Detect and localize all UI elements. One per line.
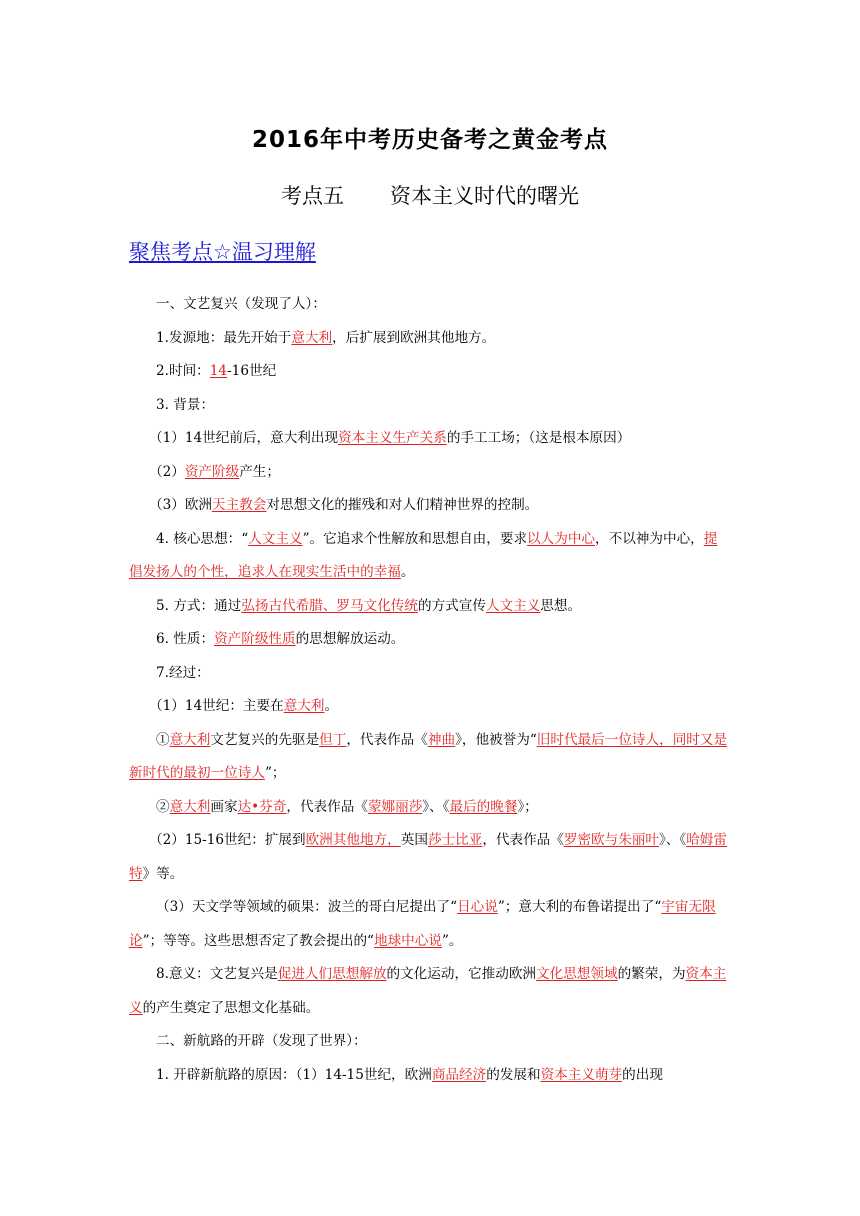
text-span: （1）14世纪：主要在 [149,698,284,714]
heading-new-routes [129,1025,729,1059]
text-span: ，代表作品《 [482,832,564,848]
paragraph-time [129,355,729,389]
topic-number: 考点五 [281,184,344,208]
text-span: 》； [517,798,538,815]
key-term: 弘扬古代希腊、罗马文化传统 [241,597,418,614]
paragraph-background-1 [129,422,729,456]
text-span: -16世纪 [227,363,277,379]
key-term: 哈姆雷特 [129,832,727,882]
key-term: 资本主义 [129,966,727,1016]
paragraph-astronomy [129,891,729,958]
key-term: 文化思想领域 [536,966,618,982]
text-span: 的方式宣传 [417,597,486,614]
key-term: 人文主义 [485,597,541,614]
text-span: （3）天文学等领域的硕果：波兰的哥白尼提出了“ [156,899,458,915]
paragraph-background-3 [129,489,729,523]
text-span: 画家 [210,798,238,815]
text-span: ，代表作品《 [346,731,428,748]
key-term: 资本主义萌芽 [540,1066,623,1083]
key-term: 14 [209,363,228,379]
key-term: 达•芬奇 [237,798,287,815]
paragraph-process [129,657,729,691]
paragraph-core-idea [129,523,729,590]
text-span: 的思想解放运动。 [295,631,405,647]
text-span: ① [156,731,170,748]
text-span: ，代表作品《 [286,798,368,815]
key-term: 最后的晚餐 [449,798,518,815]
key-term: 人文主义 [248,530,303,547]
text-span: 》等。 [142,865,184,882]
key-term: 莎士比亚 [427,832,483,848]
text-span: 的手工工场；（这是根本原因） [446,430,631,446]
text-span: 1. 开辟新航路的原因：（1）14-15世纪，欧洲 [156,1066,432,1083]
text-span: 》，他被誉为“ [455,731,537,748]
paragraph-da-vinci [129,791,729,825]
text-span: 3. 背景： [156,396,215,413]
text-span: 。 [400,564,415,580]
text-span: 1.发源地：最先开始于 [156,329,292,346]
text-span: 一、文艺复兴（发现了人）： [156,296,326,312]
text-span: ”。 [441,932,463,949]
key-term: 资产阶级 [184,463,240,480]
text-span: （3）欧洲 [149,497,213,513]
text-span: ”。它追求个性解放和思想自由，要求 [302,530,528,547]
heading-renaissance [129,288,729,322]
paragraph-dante [129,724,729,791]
text-span: 产生； [239,463,280,480]
key-term: 以人为中心 [527,530,596,547]
text-span: 的发展和 [486,1066,541,1083]
key-term: 欧洲其他地方， [305,832,401,848]
text-span: ② [156,798,170,815]
text-span: ，后扩展到欧洲其他地方。 [332,329,496,346]
key-term: 但丁 [319,731,347,748]
text-span: 二、新航路的开辟（发现了世界）： [156,1033,367,1049]
text-span: 》、《 [659,832,687,848]
text-span: ”；意大利的布鲁诺提出了“ [497,899,662,915]
text-span: 4. 核心思想：“ [156,530,249,547]
text-span: 》、《 [422,798,450,815]
text-span: 6. 性质： [156,631,215,647]
text-span: 。 [324,698,339,714]
key-term: 意大利 [283,698,325,714]
text-span: ”； [264,765,286,781]
key-term: 蒙娜丽莎 [367,798,423,815]
key-term: 资产阶级性质 [214,631,296,647]
text-span: 的文化运动，它推动欧洲 [386,966,537,982]
key-term: 促进人们思想解放 [277,966,387,982]
paragraph-significance [129,958,729,1025]
text-span: 的出现 [622,1066,663,1083]
document-body [129,288,729,1092]
text-span: 7.经过： [156,664,210,681]
key-term: 资本主义生产关系 [338,430,447,446]
paragraph-new-routes-cause [129,1059,729,1093]
paragraph-origin [129,322,729,356]
text-span: 思想。 [540,597,582,614]
section-heading: 聚焦考点☆温习理解 [129,240,316,264]
text-span: （1）14世纪前后，意大利出现 [149,430,339,446]
paragraph-background [129,389,729,423]
text-span: 2.时间： [156,363,210,379]
text-span: 5. 方式：通过 [156,597,242,614]
paragraph-background-2 [129,456,729,490]
paragraph-method [129,590,729,624]
text-span: 的繁荣，为 [617,966,686,982]
key-term: 提倡发扬人的个性，追求人在现实生活中的幸福 [129,530,718,580]
text-span: 对思想文化的摧残和对人们精神世界的控制。 [266,497,539,513]
paragraph-process-2 [129,824,729,891]
text-span: ”；等等。这些思想否定了教会提出的“ [142,932,374,949]
key-term: 商品经济 [431,1066,487,1083]
key-term: 日心说 [457,899,498,915]
text-span: ，不以神为中心， [595,530,704,547]
key-term: 罗密欧与朱丽叶 [563,832,660,848]
key-term: 神曲 [427,731,456,748]
key-term: 旧时代最后一位诗人，同时又是新时代的最初一位诗人 [129,731,728,781]
key-term: 意大利 [291,329,333,346]
key-term: 地球中心说 [374,932,442,949]
document-title: 2016年中考历史备考之黄金考点 [251,127,608,153]
text-span: （2） [149,463,185,480]
text-span: （2）15-16世纪：扩展到 [149,832,306,848]
key-term: 天主教会 [212,497,267,513]
paragraph-nature [129,623,729,657]
text-span: 8.意义：文艺复兴是 [156,966,278,982]
document-subtitle [0,180,860,210]
key-term: 意大利 [169,798,211,815]
topic-name: 资本主义时代的曙光 [390,184,579,208]
key-term: 宇宙无限论 [129,899,716,949]
text-span: 文艺复兴的先驱是 [210,731,320,748]
paragraph-process-1 [129,690,729,724]
text-span: 英国 [400,832,428,848]
key-term: 意大利 [169,731,211,748]
text-span: 的产生奠定了思想文化基础。 [142,999,320,1016]
